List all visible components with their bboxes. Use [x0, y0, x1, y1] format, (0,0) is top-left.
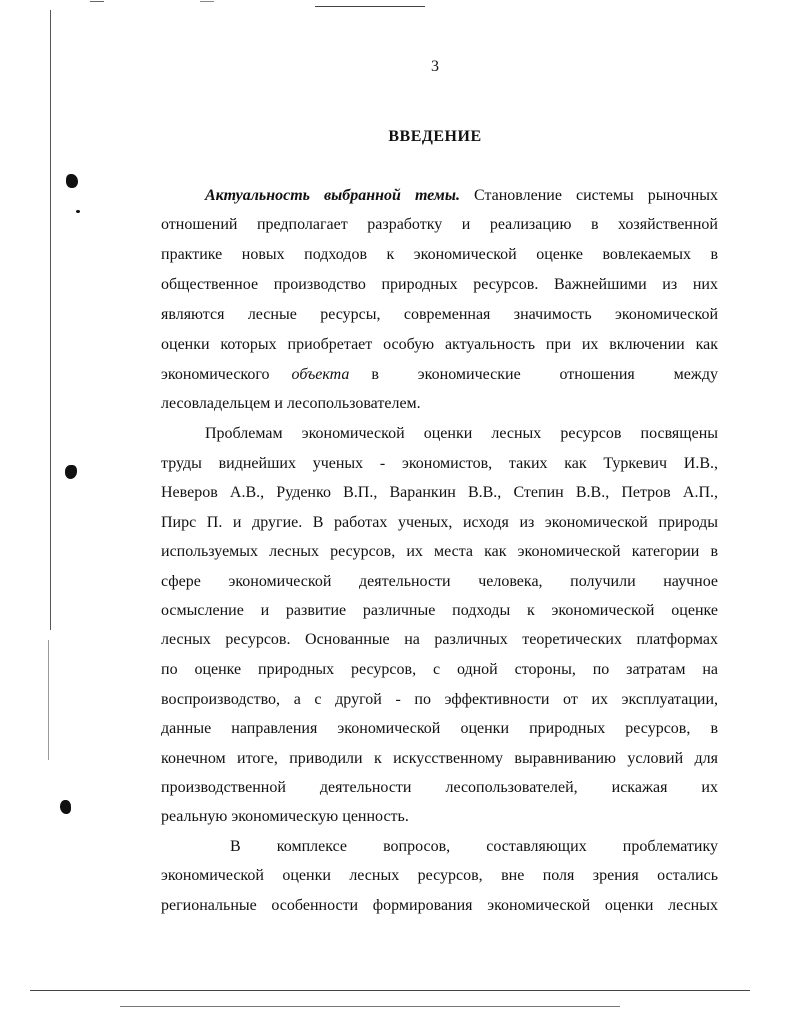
paragraph-2-line-9: по оценке природных ресурсов, с одной стороны, по затратам на: [161, 661, 718, 678]
paragraph-2-line-14: реальную экономическую ценность.: [161, 808, 409, 825]
paragraph-3-line-1: В комплексе вопросов, составляющих проблематику: [230, 838, 718, 855]
binder-hole-mark: [65, 465, 77, 479]
paragraph-2-line-13: производственной деятельности лесопользователей, искажая их: [161, 779, 718, 796]
scan-artifact-line: [30, 990, 750, 991]
page-number: 3: [431, 58, 439, 75]
paragraph-2-line-4: Пирс П. и другие. В работах ученых, исходя из экономической природы: [161, 514, 718, 531]
paragraph-1-line-2: отношений предполагает разработку и реализацию в хозяйственной: [161, 216, 718, 233]
paragraph-1-line-5: являются лесные ресурсы, современная значимость экономической: [161, 306, 718, 323]
paragraph-1-line-6: оценки которых приобретает особую актуальность при их включении как: [161, 336, 718, 353]
paragraph-2-line-2: труды виднейших ученых - экономистов, таких как Туркевич И.В.,: [161, 455, 718, 472]
paragraph-1-line-1: Актуальность выбранной темы. Становление системы рыночных: [205, 187, 719, 204]
binder-hole-mark: [76, 210, 80, 213]
topic-relevance-lead: Актуальность выбранной темы.: [205, 187, 460, 204]
paragraph-1-line-3: практике новых подходов к экономической оценке вовлекаемых в: [161, 246, 718, 263]
paragraph-2-line-3: Неверов А.В., Руденко В.П., Варанкин В.В., Степин В.В., Петров А.П.,: [161, 484, 718, 501]
scan-artifact-line: [315, 6, 425, 7]
binder-hole-mark: [60, 800, 71, 814]
paragraph-2-line-1: Проблемам экономической оценки лесных ресурсов посвящены: [205, 425, 718, 442]
scan-artifact-line: [120, 1006, 620, 1007]
paragraph-2-line-8: лесных ресурсов. Основанные на различных теоретических платформах: [161, 631, 718, 648]
section-heading: ВВЕДЕНИЕ: [388, 128, 482, 145]
scan-artifact-line: [200, 1, 214, 2]
paragraph-1-line-7: экономического объекта в экономические отношения между: [161, 366, 718, 383]
paragraph-1-line-8: лесовладельцем и лесопользователем.: [161, 395, 421, 412]
object-emphasis: объекта: [291, 366, 350, 383]
paragraph-2-line-10: воспроизводство, а с другой - по эффективности от их эксплуатации,: [161, 691, 718, 708]
paragraph-1-line-4: общественное производство природных ресурсов. Важнейшими из них: [161, 276, 718, 293]
scan-artifact-edge: [48, 640, 49, 760]
paragraph-2-line-12: конечном итоге, приводили к искусственному выравниванию условий для: [161, 750, 718, 767]
paragraph-2-line-7: осмысление и развитие различные подходы к экономической оценке: [161, 602, 718, 619]
paragraph-2-line-5: используемых лесных ресурсов, их места как экономической категории в: [161, 543, 718, 560]
paragraph-3-line-2: экономической оценки лесных ресурсов, вне поля зрения остались: [161, 867, 718, 884]
paragraph-2-line-11: данные направления экономической оценки природных ресурсов, в: [161, 720, 718, 737]
scan-artifact-line: [90, 1, 104, 2]
paragraph-2-line-6: сфере экономической деятельности человека, получили научное: [161, 573, 718, 590]
binder-hole-mark: [66, 174, 78, 188]
paragraph-3-line-3: региональные особенности формирования экономической оценки лесных: [161, 897, 718, 914]
scan-artifact-edge: [50, 10, 51, 630]
